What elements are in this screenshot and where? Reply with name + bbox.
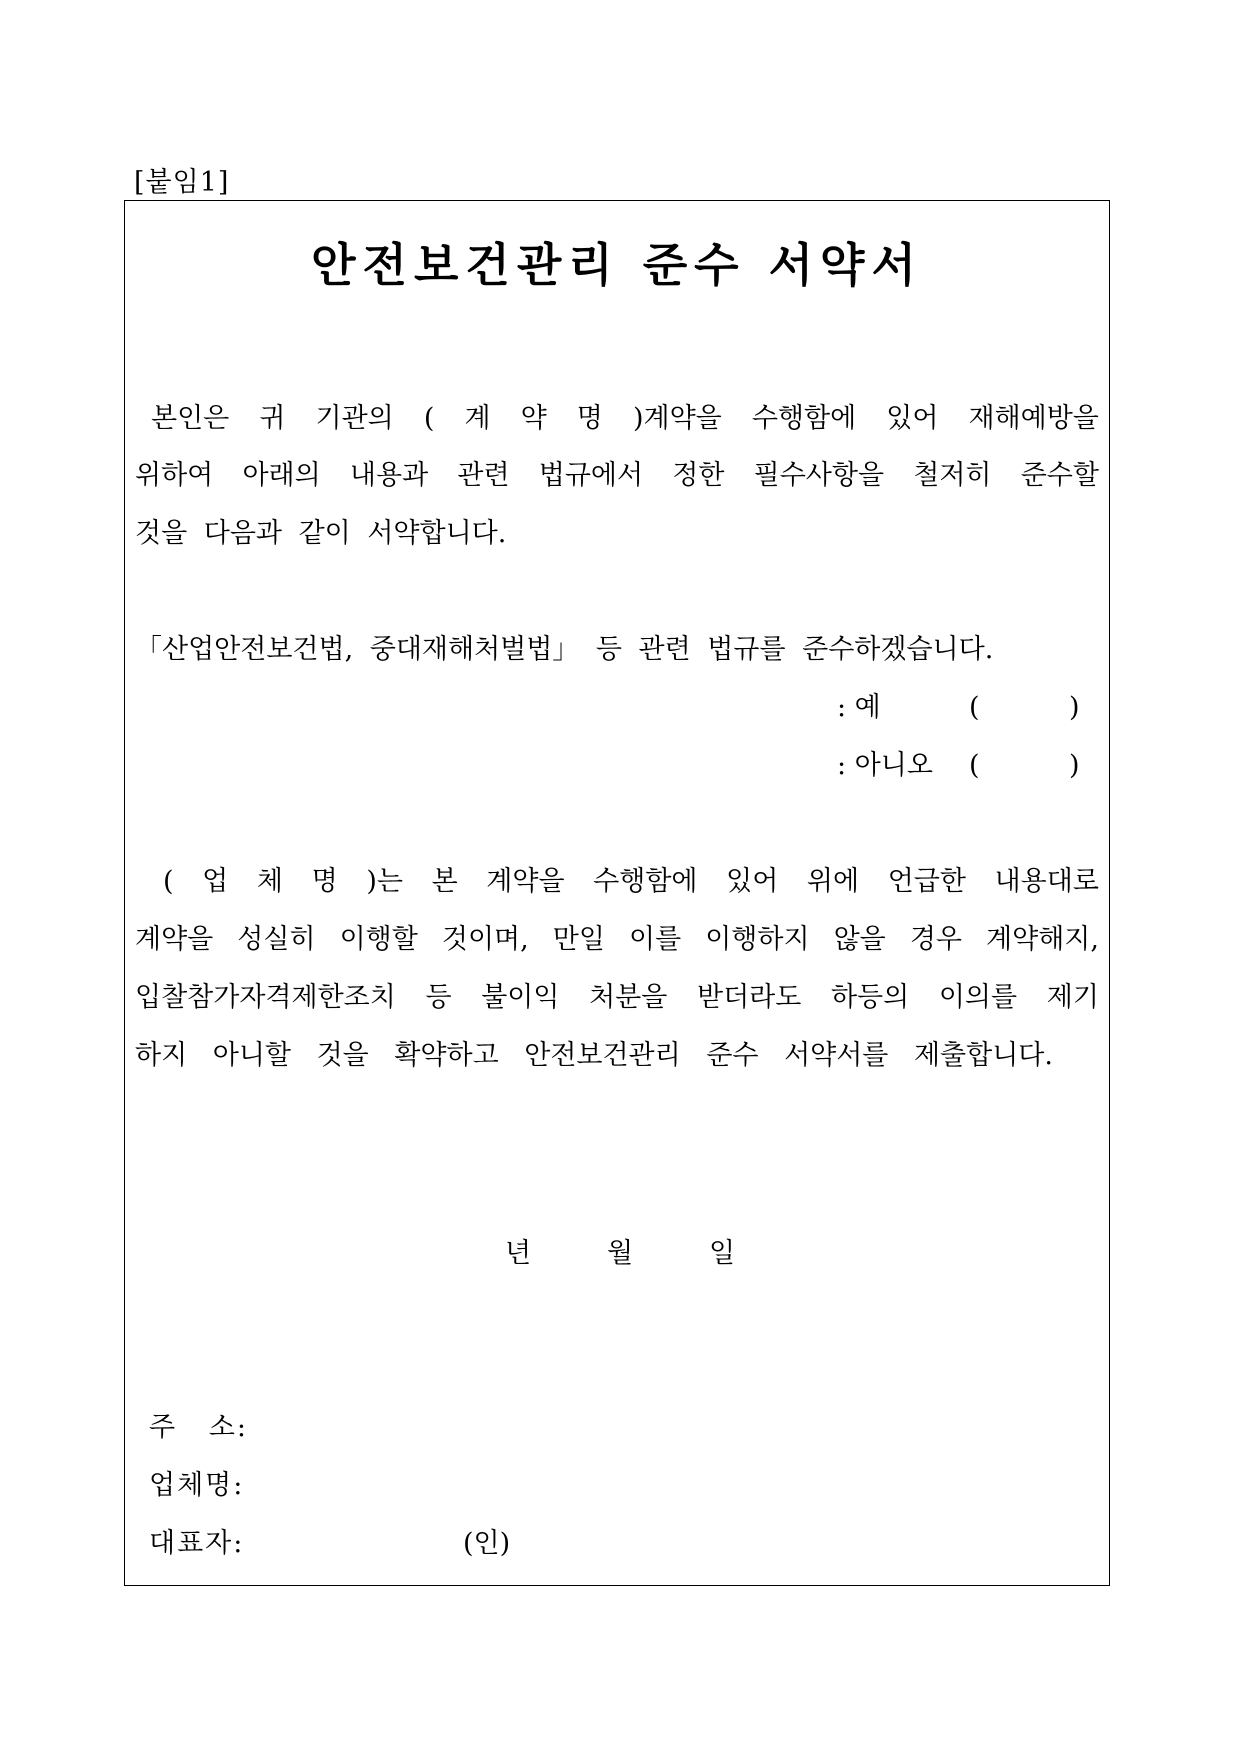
law-statement: 「산업안전보건법, 중대재해처벌법」 등 관련 법규를 준수하겠습니다. — [135, 634, 994, 665]
option-yes-open-paren: ( — [969, 692, 980, 723]
representative-label: 대표자: — [149, 1528, 245, 1559]
date-year-label: 년 — [505, 1238, 532, 1269]
address-label: 주 소: — [149, 1412, 249, 1443]
date-month-label: 월 — [607, 1238, 634, 1269]
option-no-open-paren: ( — [969, 750, 980, 781]
option-no-checkbox[interactable] — [973, 751, 1063, 781]
pledge-line-2: 위하여 아래의 내용과 관련 법규에서 정한 필수사항을 철저히 준수할 — [135, 460, 1099, 491]
commitment-line-1: ( 업 체 명 )는 본 계약을 수행함에 있어 위에 언급한 내용대로 — [163, 866, 1099, 897]
option-no-label: : 아니오 — [837, 750, 933, 781]
document-title: 안전보건관리 준수 서약서 — [311, 238, 923, 292]
pledge-line-1: 본인은 귀 기관의 ( 계 약 명 )계약을 수행함에 있어 재해예방을 — [151, 403, 1099, 434]
option-no-close-paren: ) — [1069, 750, 1080, 781]
date-day-label: 일 — [709, 1238, 736, 1269]
seal-label: (인) — [463, 1528, 511, 1559]
option-yes-checkbox[interactable] — [973, 693, 1063, 723]
pledge-line-3: 것을 다음과 같이 서약합니다. — [135, 518, 507, 549]
company-name-label: 업체명: — [149, 1470, 245, 1501]
pledge-form — [124, 200, 1110, 1586]
attachment-label: [붙임1] — [134, 167, 230, 198]
commitment-line-3: 입찰참가자격제한조치 등 불이익 처분을 받더라도 하등의 이의를 제기 — [135, 982, 1099, 1013]
commitment-line-2: 계약을 성실히 이행할 것이며, 만일 이를 이행하지 않을 경우 계약해지, — [135, 924, 1099, 955]
commitment-line-4: 하지 아니할 것을 확약하고 안전보건관리 준수 서약서를 제출합니다. — [135, 1040, 1053, 1071]
option-yes-close-paren: ) — [1069, 692, 1080, 723]
option-yes-label: : 예 — [837, 692, 881, 723]
